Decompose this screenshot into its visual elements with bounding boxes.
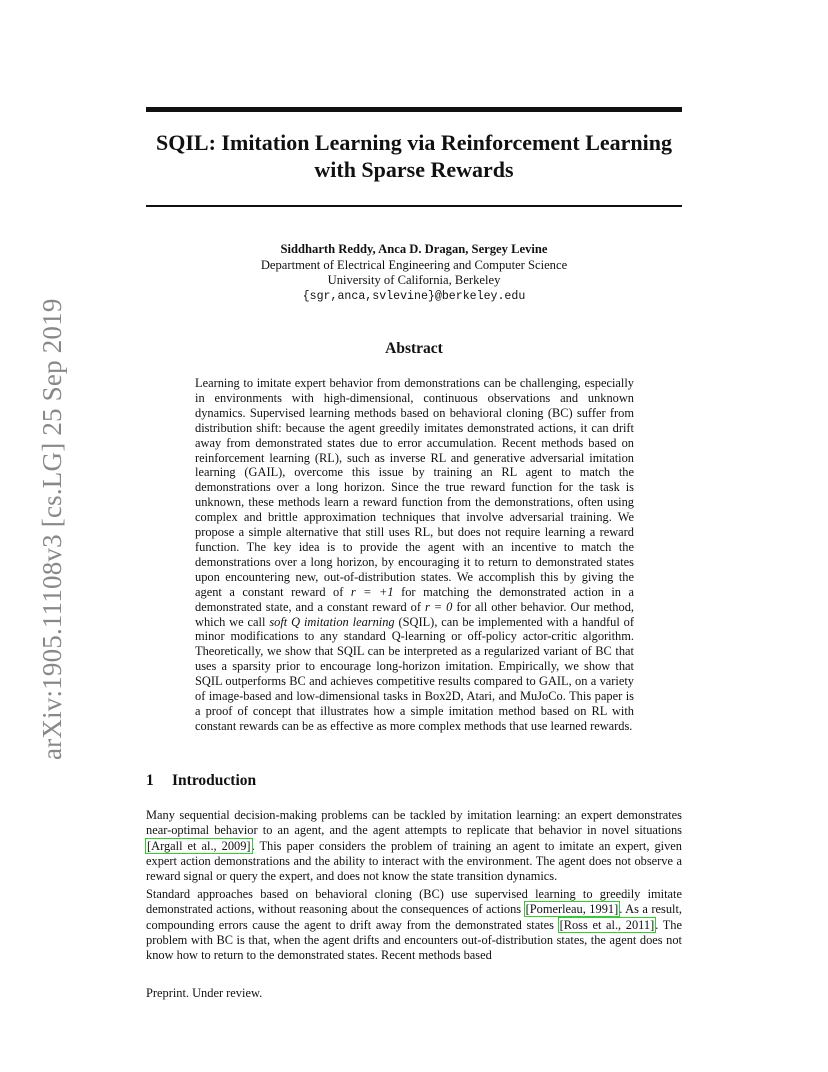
intro-paragraph-2 xyxy=(146,887,682,963)
section-number: 1 xyxy=(146,772,154,789)
abstract-part-2: for matching the demonstrated action in a demonstrated state, and a constant reward of xyxy=(195,584,634,614)
section-heading-introduction xyxy=(146,772,682,790)
intro-p1-text-b: . This paper considers the problem of training an agent to imitate an expert, given expert action demonstrations and the ability to interact with the environment. The agent does not observe a reward signal or query the expert, and does not know the state transition dynamics. xyxy=(146,838,682,884)
intro-p2-text-b: . As a result, compounding errors cause the agent to drift away from the demonstrated states xyxy=(146,902,682,932)
author-email: {sgr,anca,svlevine}@berkeley.edu xyxy=(302,289,526,303)
author-block xyxy=(146,242,682,304)
affiliation-university: University of California, Berkeley xyxy=(327,273,501,287)
paper-title: SQIL: Imitation Learning via Reinforcement Learning with Sparse Rewards xyxy=(156,130,672,182)
citation-link-argall[interactable]: [Argall et al., 2009] xyxy=(147,838,251,853)
affiliation-department: Department of Electrical Engineering and Computer Science xyxy=(260,257,568,272)
arxiv-identifier: arXiv:1905.11108v3 [cs.LG] 25 Sep 2019 xyxy=(37,298,67,760)
footer-note: Preprint. Under review. xyxy=(146,986,263,1000)
intro-p1-text-a: Many sequential decision-making problems can be tackled by imitation learning: an expert demonstrates near-optimal behavior to an agent, and the agent attempts to replicate that behavior in novel situations xyxy=(146,808,682,838)
abstract-part-1: Learning to imitate expert behavior from demonstrations can be challenging, especially in environments with high-dimensional, continuous observations and unknown dynamics. Supervised learning methods based on behavioral cloning (BC) suffer from distribution shift: because the agent greedily imitates demonstrated actions, it can drift away from demonstrated states due to error accumulation. Recent methods based on reinforcement learning (RL), such as inverse RL and generative adversarial imitation learning (GAIL), overcome this issue by training an RL agent to match the demonstrations over a long horizon. Since the true reward function for the task is unknown, these methods learn a reward function from the demonstrations, often using complex and brittle approximation techniques that involve adversarial training. We propose a simple alternative that still uses RL, but does not require learning a reward function. The key idea is to provide the agent with an incentive to match the demonstrations over a long horizon, by encouraging it to return to demonstrated states upon encountering new, out-of-distribution states. We accomplish this by giving the agent a constant reward of xyxy=(195,376,634,599)
abstract-part-4: (SQIL), can be implemented with a handful of minor modifications to any standard Q-learning or off-policy actor-critic algorithm. Theoretically, we show that SQIL can be interpreted as a regularized variant of BC that uses a sparsity prior to encourage long-horizon imitation. Empirically, we show that SQIL outperforms BC and achieves competitive results compared to GAIL, on a variety of image-based and low-dimensional tasks in Box2D, Atari, and MuJoCo. This paper is a proof of concept that illustrates how a simple imitation method based on RL with constant rewards can be as effective as more complex methods that use learned rewards. xyxy=(195,614,634,733)
abstract-text xyxy=(195,376,634,734)
abstract-method-name: soft Q imitation learning xyxy=(269,614,395,629)
abstract-math-reward-1: r = +1 xyxy=(350,584,394,599)
intro-p2-text-a: Standard approaches based on behavioral cloning (BC) use supervised learning to greedily imitate demonstrated actions, without reasoning about the consequences of actions xyxy=(146,887,682,917)
title-bottom-rule xyxy=(146,205,682,207)
intro-paragraph-1 xyxy=(146,808,682,884)
section-title: Introduction xyxy=(172,772,257,789)
title-top-rule xyxy=(146,107,682,112)
author-names: Siddharth Reddy, Anca D. Dragan, Sergey Levine xyxy=(280,242,548,256)
abstract-math-reward-0: r = 0 xyxy=(424,599,453,614)
citation-link-ross[interactable]: [Ross et al., 2011] xyxy=(559,917,655,932)
abstract-heading: Abstract xyxy=(385,340,443,357)
intro-p2-text-c: . The problem with BC is that, when the agent drifts and encounters out-of-distribution states, the agent does not know how to return to the demonstrated states. Recent methods based xyxy=(146,917,682,963)
abstract-part-3: for all other behavior. Our method, which we call xyxy=(195,599,634,629)
citation-link-pomerleau[interactable]: [Pomerleau, 1991] xyxy=(525,902,619,917)
